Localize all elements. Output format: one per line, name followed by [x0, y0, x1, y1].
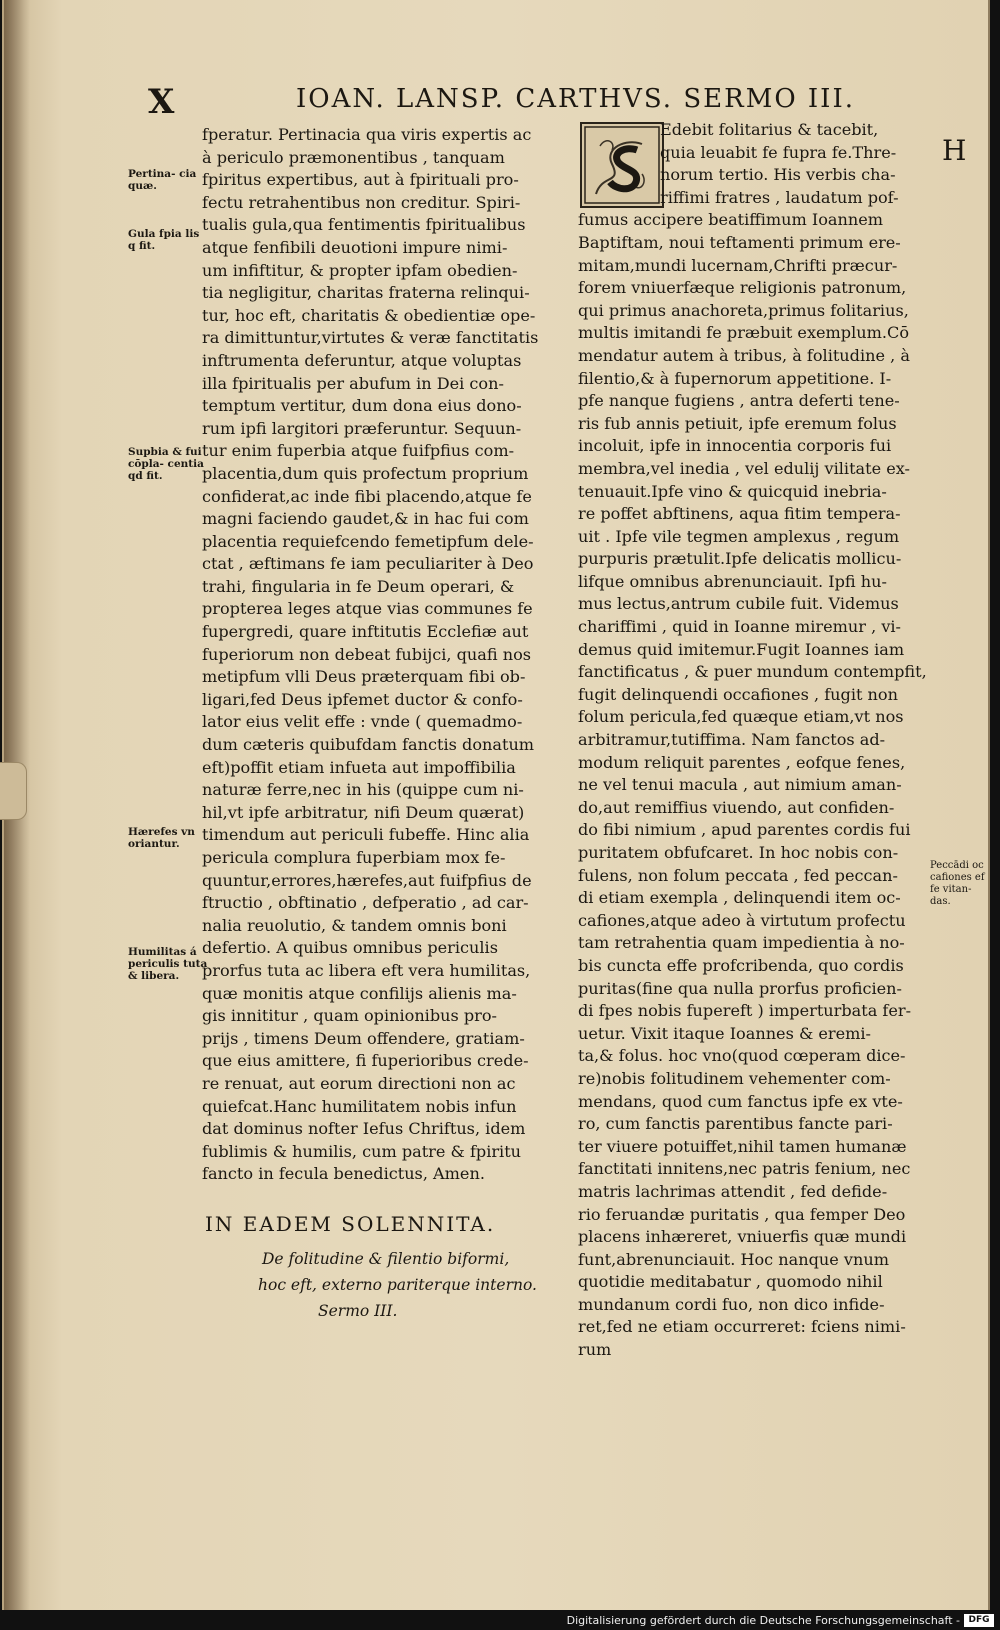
- text-line: que eius amittere, fi fuperioribus crede-: [202, 1051, 529, 1071]
- text-line: matris lachrimas attendit , fed defide-: [578, 1181, 888, 1201]
- text-line: re poffet abftinens, aqua fitim tempera-: [578, 504, 901, 524]
- text-line: placentia,dum quis profectum proprium: [202, 463, 529, 483]
- text-line: demus quid imitemur.Fugit Ioannes iam: [578, 639, 905, 659]
- text-line: tur, hoc eft, charitatis & obedientiæ ope-: [202, 305, 536, 325]
- section-heading: IN EADEM SOLENNITA.: [205, 1212, 496, 1236]
- page-tab-marker: [0, 762, 27, 820]
- text-line: do,aut remiffius viuendo, aut confiden-: [578, 797, 895, 817]
- margin-note: Peccādi oc cafiones ef fe vitan- das.: [930, 860, 985, 907]
- text-line: fupergredi, quare inftitutis Ecclefiæ aut: [202, 622, 529, 642]
- text-line: placens inhæreret, vniuerfis quæ mundi: [578, 1227, 907, 1247]
- text-line: fumus accipere beatiffimum Ioannem: [578, 210, 884, 230]
- sermon-number: Sermo III.: [318, 1302, 398, 1320]
- text-line: fanctitati innitens,nec patris fenium, nec: [578, 1159, 911, 1179]
- text-line: pfe nanque fugiens , antra deferti tene-: [578, 391, 900, 411]
- text-line: ta,& folus. hoc vno(quod cœperam dice-: [578, 1046, 906, 1066]
- text-line: à periculo præmonentibus , tanquam: [202, 147, 505, 167]
- text-line: confiderat,ac inde fibi placendo,atque fe: [202, 486, 532, 506]
- text-line: di fpes nobis fupereft ) imperturbata fer-: [578, 1001, 912, 1021]
- section-subtitle: De folitudine & filentio biformi,: [262, 1250, 510, 1268]
- text-line: fanctificatus , & puer mundum contempfit,: [578, 662, 927, 682]
- margin-note: Humilitas á periculis tuta & libera.: [128, 946, 208, 982]
- text-line: placentia requiefcendo femetipfum dele-: [202, 531, 534, 551]
- text-line: ro, cum fanctis parentibus fancte pari-: [578, 1114, 893, 1134]
- text-line: atque fenfibili deuotioni impure nimi-: [202, 237, 508, 257]
- text-line: riffimi fratres , laudatum pof-: [660, 187, 899, 207]
- text-line: mitam,mundi lucernam,Chrifti præcur-: [578, 255, 898, 275]
- margin-note: Hærefes vn oriantur.: [128, 826, 195, 850]
- text-line: propterea leges atque vias communes fe: [202, 599, 533, 619]
- text-line: rum: [578, 1340, 612, 1360]
- text-line: funt,abrenunciauit. Hoc nanque vnum: [578, 1249, 890, 1269]
- text-line: ter viuere potuiffet,nihil tamen humanæ: [578, 1136, 907, 1156]
- text-line: inftrumenta deferuntur, atque voluptas: [202, 350, 522, 370]
- text-line: puritas(fine qua nulla prorfus proficien-: [578, 978, 902, 998]
- text-line: dum cæteris quibufdam fanctis donatum: [202, 735, 535, 755]
- text-line: tia negligitur, charitas fraterna relinqui-: [202, 283, 530, 303]
- text-line: rio feruandæ puritatis , qua femper Deo: [578, 1204, 906, 1224]
- text-line: quotidie meditabatur , quomodo nihil: [578, 1272, 883, 1292]
- text-line: quia leuabit fe fupra fe.Thre-: [660, 142, 897, 162]
- text-line: pericula complura fuperbiam mox fe-: [202, 848, 506, 867]
- text-line: tur enim fuperbia atque fuifpfius com-: [202, 441, 515, 461]
- text-line: quiefcat.Hanc humilitatem nobis infun: [202, 1096, 517, 1116]
- text-line: bis cuncta effe profcribenda, quo cordis: [578, 955, 904, 975]
- text-line: qui primus anachoreta,primus folitarius,: [578, 300, 909, 320]
- text-line: metipfum vlli Deus præterquam fibi ob-: [202, 667, 526, 687]
- text-line: multis imitandi fe præbuit exemplum.Cō: [578, 323, 910, 343]
- text-line: gis innititur , quam opinionibus pro-: [202, 1006, 497, 1026]
- text-line: fancto in fecula benedictus, Amen.: [202, 1164, 485, 1184]
- text-line: defertio. A quibus omnibus periculis: [202, 938, 498, 958]
- text-line: mendans, quod cum fanctus ipfe ex vte-: [578, 1091, 903, 1111]
- text-line: norum tertio. His verbis cha-: [660, 165, 896, 185]
- text-line: filentio,& à fupernorum appetitione. I-: [578, 368, 892, 388]
- dfg-logo: DFG: [964, 1614, 994, 1627]
- text-line: mus lectus,antrum cubile fuit. Videmus: [578, 594, 899, 614]
- text-line: fublimis & humilis, cum patre & fpiritu: [202, 1141, 522, 1161]
- text-line: tam retrahentia quam impedientia à no-: [578, 933, 905, 953]
- left-text-column: [202, 124, 552, 1186]
- digitization-credit: Digitalisierung gefördert durch die Deutsche Forschungsgemeinschaft -: [566, 1614, 960, 1627]
- text-line: magni faciendo gaudet,& in hac fui com: [202, 509, 529, 529]
- text-line: folum pericula,fed quæque etiam,vt nos: [578, 707, 904, 727]
- text-line: ftructio , obftinatio , defperatio , ad car-: [202, 893, 529, 913]
- text-line: mundanum cordi fuo, non dico infide-: [578, 1294, 885, 1314]
- signature-mark-left: X: [148, 82, 175, 122]
- text-line: ligari,fed Deus ipfemet ductor & confo-: [202, 689, 523, 709]
- text-line: illa fpiritualis per abufum in Dei con-: [202, 373, 504, 393]
- text-line: di etiam exempla , delinquendi item oc-: [578, 888, 901, 908]
- margin-note: Supbia & fui cōpla- centia qd fit.: [128, 446, 204, 482]
- margin-note: Pertina- cia quæ.: [128, 168, 197, 192]
- text-line: tualis gula,qua fentimentis fpiritualibus: [202, 215, 526, 235]
- text-line: uit . Ipfe vile tegmen amplexus , regum: [578, 526, 900, 546]
- text-line: fectu retrahentibus non creditur. Spiri-: [202, 192, 521, 212]
- text-line: re)nobis folitudinem vehementer com-: [578, 1068, 891, 1088]
- text-line: fpiritus expertibus, aut à fpirituali pro-: [202, 170, 519, 190]
- text-line: naturæ ferre,nec in his (quippe cum ni-: [202, 780, 524, 800]
- text-line: prorfus tuta ac libera eft vera humilitas,: [202, 960, 531, 980]
- text-line: trahi, fingularia in fe Deum operari, &: [202, 576, 515, 596]
- text-line: prijs , timens Deum offendere, gratiam-: [202, 1028, 525, 1048]
- right-text-column: [578, 119, 932, 1362]
- text-line: dat dominus nofter Iefus Chriftus, idem: [202, 1119, 526, 1139]
- section-subtitle: hoc eft, externo pariterque interno.: [258, 1276, 537, 1294]
- text-line: fulens, non folum peccata , fed peccan-: [578, 865, 898, 885]
- text-line: fugit delinquendi occafiones , fugit non: [578, 684, 898, 704]
- text-line: ctat , æftimans fe iam peculiariter à Deo: [202, 554, 534, 574]
- text-line: nalia reuolutio, & tandem omnis boni: [202, 915, 507, 935]
- text-line: re renuat, aut eorum directioni non ac: [202, 1073, 516, 1093]
- running-title: IOAN. LANSP. CARTHVS. SERMO III.: [296, 84, 855, 114]
- text-line: quuntur,errores,hærefes,aut fuifpfius de: [202, 870, 532, 890]
- text-line: puritatem obfufcaret. In hoc nobis con-: [578, 843, 899, 862]
- text-line: membra,vel inedia , vel edulij vilitate ex-: [578, 458, 910, 478]
- text-line: lator eius velit effe : vnde ( quemadmo-: [202, 712, 523, 732]
- text-line: cafiones,atque adeo à virtutum profectu: [578, 910, 906, 930]
- text-line: um infiftitur, & propter ipfam obedien-: [202, 260, 518, 280]
- text-line: arbitramur,tutiffima. Nam fanctos ad-: [578, 730, 886, 750]
- margin-note: Gula fpia lis q fit.: [128, 228, 200, 252]
- text-line: fuperiorum non debeat fubijci, quafi nos: [202, 644, 532, 664]
- text-line: ret,fed ne etiam occurreret: fciens nimi-: [578, 1317, 906, 1337]
- text-line: mendatur autem à tribus, à folitudine , à: [578, 345, 910, 365]
- text-line: rum ipfi largitori præferuntur. Sequun-: [202, 418, 522, 438]
- text-line: hil,vt ipfe arbitratur, nifi Deum quærat): [202, 802, 525, 822]
- text-line: eft)poffit etiam infueta aut impoffibilia: [202, 757, 516, 777]
- text-line: tenuauit.Ipfe vino & quicquid inebria-: [578, 481, 887, 501]
- text-line: ris fub annis petiuit, ipfe eremum folus: [578, 413, 897, 433]
- text-line: ne vel tenui macula , aut nimium aman-: [578, 775, 902, 795]
- text-line: forem vniuerfæque religionis patronum,: [578, 278, 907, 298]
- text-line: purpuris prætulit.Ipfe delicatis mollicu-: [578, 549, 902, 569]
- text-line: uetur. Vixit itaque Ioannes & eremi-: [578, 1023, 871, 1043]
- text-line: Baptiftam, noui teftamenti primum ere-: [578, 232, 901, 252]
- text-line: ra dimittuntur,virtutes & veræ fanctitatis: [202, 328, 539, 348]
- signature-mark-right: H: [942, 134, 967, 167]
- text-line: incoluit, ipfe in innocentia corporis fui: [578, 436, 892, 456]
- text-line: lifque omnibus abrenunciauit. Ipfi hu-: [578, 571, 887, 591]
- text-line: Edebit folitarius & tacebit,: [660, 120, 879, 139]
- text-line: timendum aut periculi fubeffe. Hinc alia: [202, 825, 530, 845]
- text-line: fperatur. Pertinacia qua viris expertis ac: [202, 125, 532, 144]
- text-line: temptum vertitur, dum dona eius dono-: [202, 396, 522, 416]
- text-line: chariffimi , quid in Ioanne miremur , vi-: [578, 617, 901, 637]
- text-line: do fibi nimium , apud parentes cordis fui: [578, 820, 911, 840]
- text-line: quæ monitis atque confilijs alienis ma-: [202, 983, 517, 1003]
- text-line: modum reliquit parentes , eofque fenes,: [578, 752, 906, 772]
